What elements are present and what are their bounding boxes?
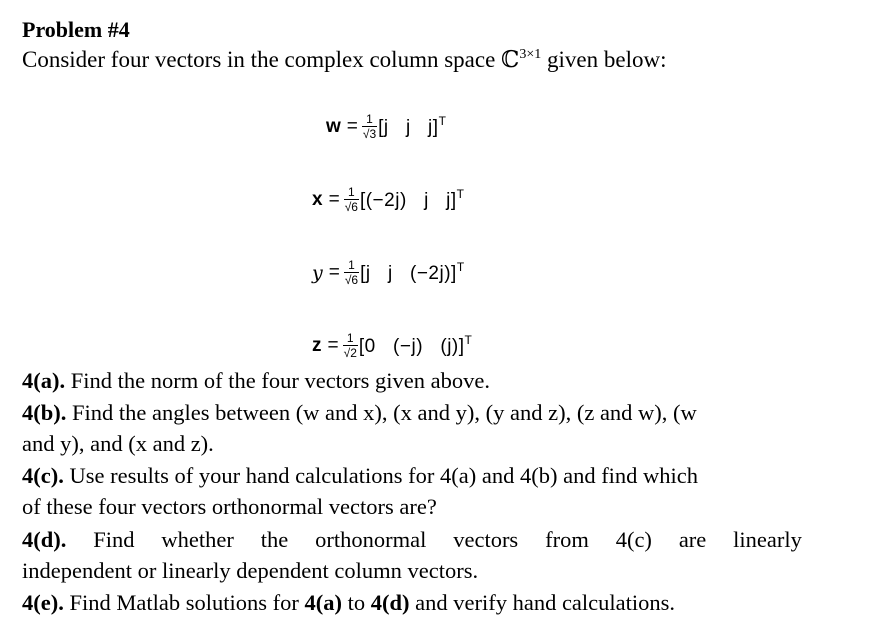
fraction-numerator: 1 xyxy=(346,331,354,345)
word: the xyxy=(260,527,289,552)
fraction-denominator: √2 xyxy=(343,346,357,360)
problem-intro xyxy=(22,47,666,73)
question-text: Use results of your hand calculations for 4(a) and 4(b) and find which xyxy=(69,463,699,488)
fraction-denominator: √6 xyxy=(344,273,359,287)
fraction-numerator: 1 xyxy=(366,112,373,126)
word: Find xyxy=(93,527,135,552)
transpose-mark: T xyxy=(438,114,447,128)
question-4c-line2: of these four vectors orthonormal vectors are? xyxy=(22,494,437,519)
question-label: 4(d). xyxy=(22,527,67,552)
question-4d-line2: independent or linearly dependent column vectors. xyxy=(22,558,479,583)
transpose-mark: T xyxy=(464,333,473,347)
variable-z: z xyxy=(312,334,322,356)
word: are xyxy=(678,527,707,552)
question-4a xyxy=(22,368,490,394)
intro-text-after: given below: xyxy=(541,47,667,72)
question-label: 4(b). xyxy=(22,400,67,425)
question-label: 4(c). xyxy=(22,463,64,488)
vector-z-entries: [0 (−j) (j)] xyxy=(358,336,465,357)
space-dimensions: 3×1 xyxy=(519,47,542,62)
question-4d-line1 xyxy=(22,527,802,553)
vector-x-entries: [(−2j) j j] xyxy=(359,190,457,211)
equation-x xyxy=(312,186,465,213)
reference-4d: 4(d) xyxy=(370,590,410,615)
question-label: 4(e). xyxy=(22,590,64,615)
equals-sign: = xyxy=(328,261,340,283)
word: orthonormal xyxy=(315,527,427,552)
fraction-denominator: √6 xyxy=(344,200,358,214)
transpose-mark: T xyxy=(456,260,465,274)
equation-y xyxy=(312,259,465,286)
intro-text-before: Consider four vectors in the complex column space xyxy=(22,47,502,72)
word: vectors xyxy=(453,527,519,552)
equation-w xyxy=(326,113,446,140)
variable-x: x xyxy=(312,188,323,210)
complex-space-symbol: ℂ xyxy=(501,47,520,72)
scalar-fraction xyxy=(344,186,359,213)
variable-w: w xyxy=(326,115,341,137)
word: 4(c) xyxy=(615,527,652,552)
question-text: Find the norm of the four vectors given above. xyxy=(70,368,491,393)
question-4b-line2: and y), and (x and z). xyxy=(22,431,214,456)
variable-y: y xyxy=(312,261,323,284)
problem-title: Problem #4 xyxy=(22,17,130,42)
question-text: and verify hand calculations. xyxy=(409,590,676,615)
word: from xyxy=(545,527,589,552)
question-4e xyxy=(22,590,675,616)
vector-entries xyxy=(360,187,465,212)
question-4c-line1 xyxy=(22,463,698,489)
fraction-numerator: 1 xyxy=(348,258,355,272)
vector-entries xyxy=(359,333,473,358)
word: whether xyxy=(161,527,234,552)
fraction-denominator: √3 xyxy=(362,127,377,141)
scalar-fraction xyxy=(344,259,359,286)
equals-sign: = xyxy=(328,188,340,210)
vector-entries xyxy=(378,114,446,139)
question-label: 4(a). xyxy=(22,368,66,393)
vector-w-entries: [j j j] xyxy=(378,117,439,138)
transpose-mark: T xyxy=(456,187,465,201)
fraction-numerator: 1 xyxy=(347,185,355,199)
vector-y-entries: [j j (−2j)] xyxy=(360,263,457,284)
question-text: Find Matlab solutions for xyxy=(69,590,305,615)
vector-entries xyxy=(360,260,465,285)
scalar-fraction xyxy=(343,332,358,359)
question-text: to xyxy=(341,590,371,615)
question-text: Find the angles between (w and x), (x and y), (y and z), (z and w), (w xyxy=(72,400,697,425)
equation-z xyxy=(312,332,472,359)
equals-sign: = xyxy=(327,334,339,356)
equals-sign: = xyxy=(346,115,358,137)
word: linearly xyxy=(733,527,802,552)
reference-4a: 4(a) xyxy=(304,590,342,615)
scalar-fraction xyxy=(362,113,377,140)
question-4b-line1 xyxy=(22,400,697,426)
